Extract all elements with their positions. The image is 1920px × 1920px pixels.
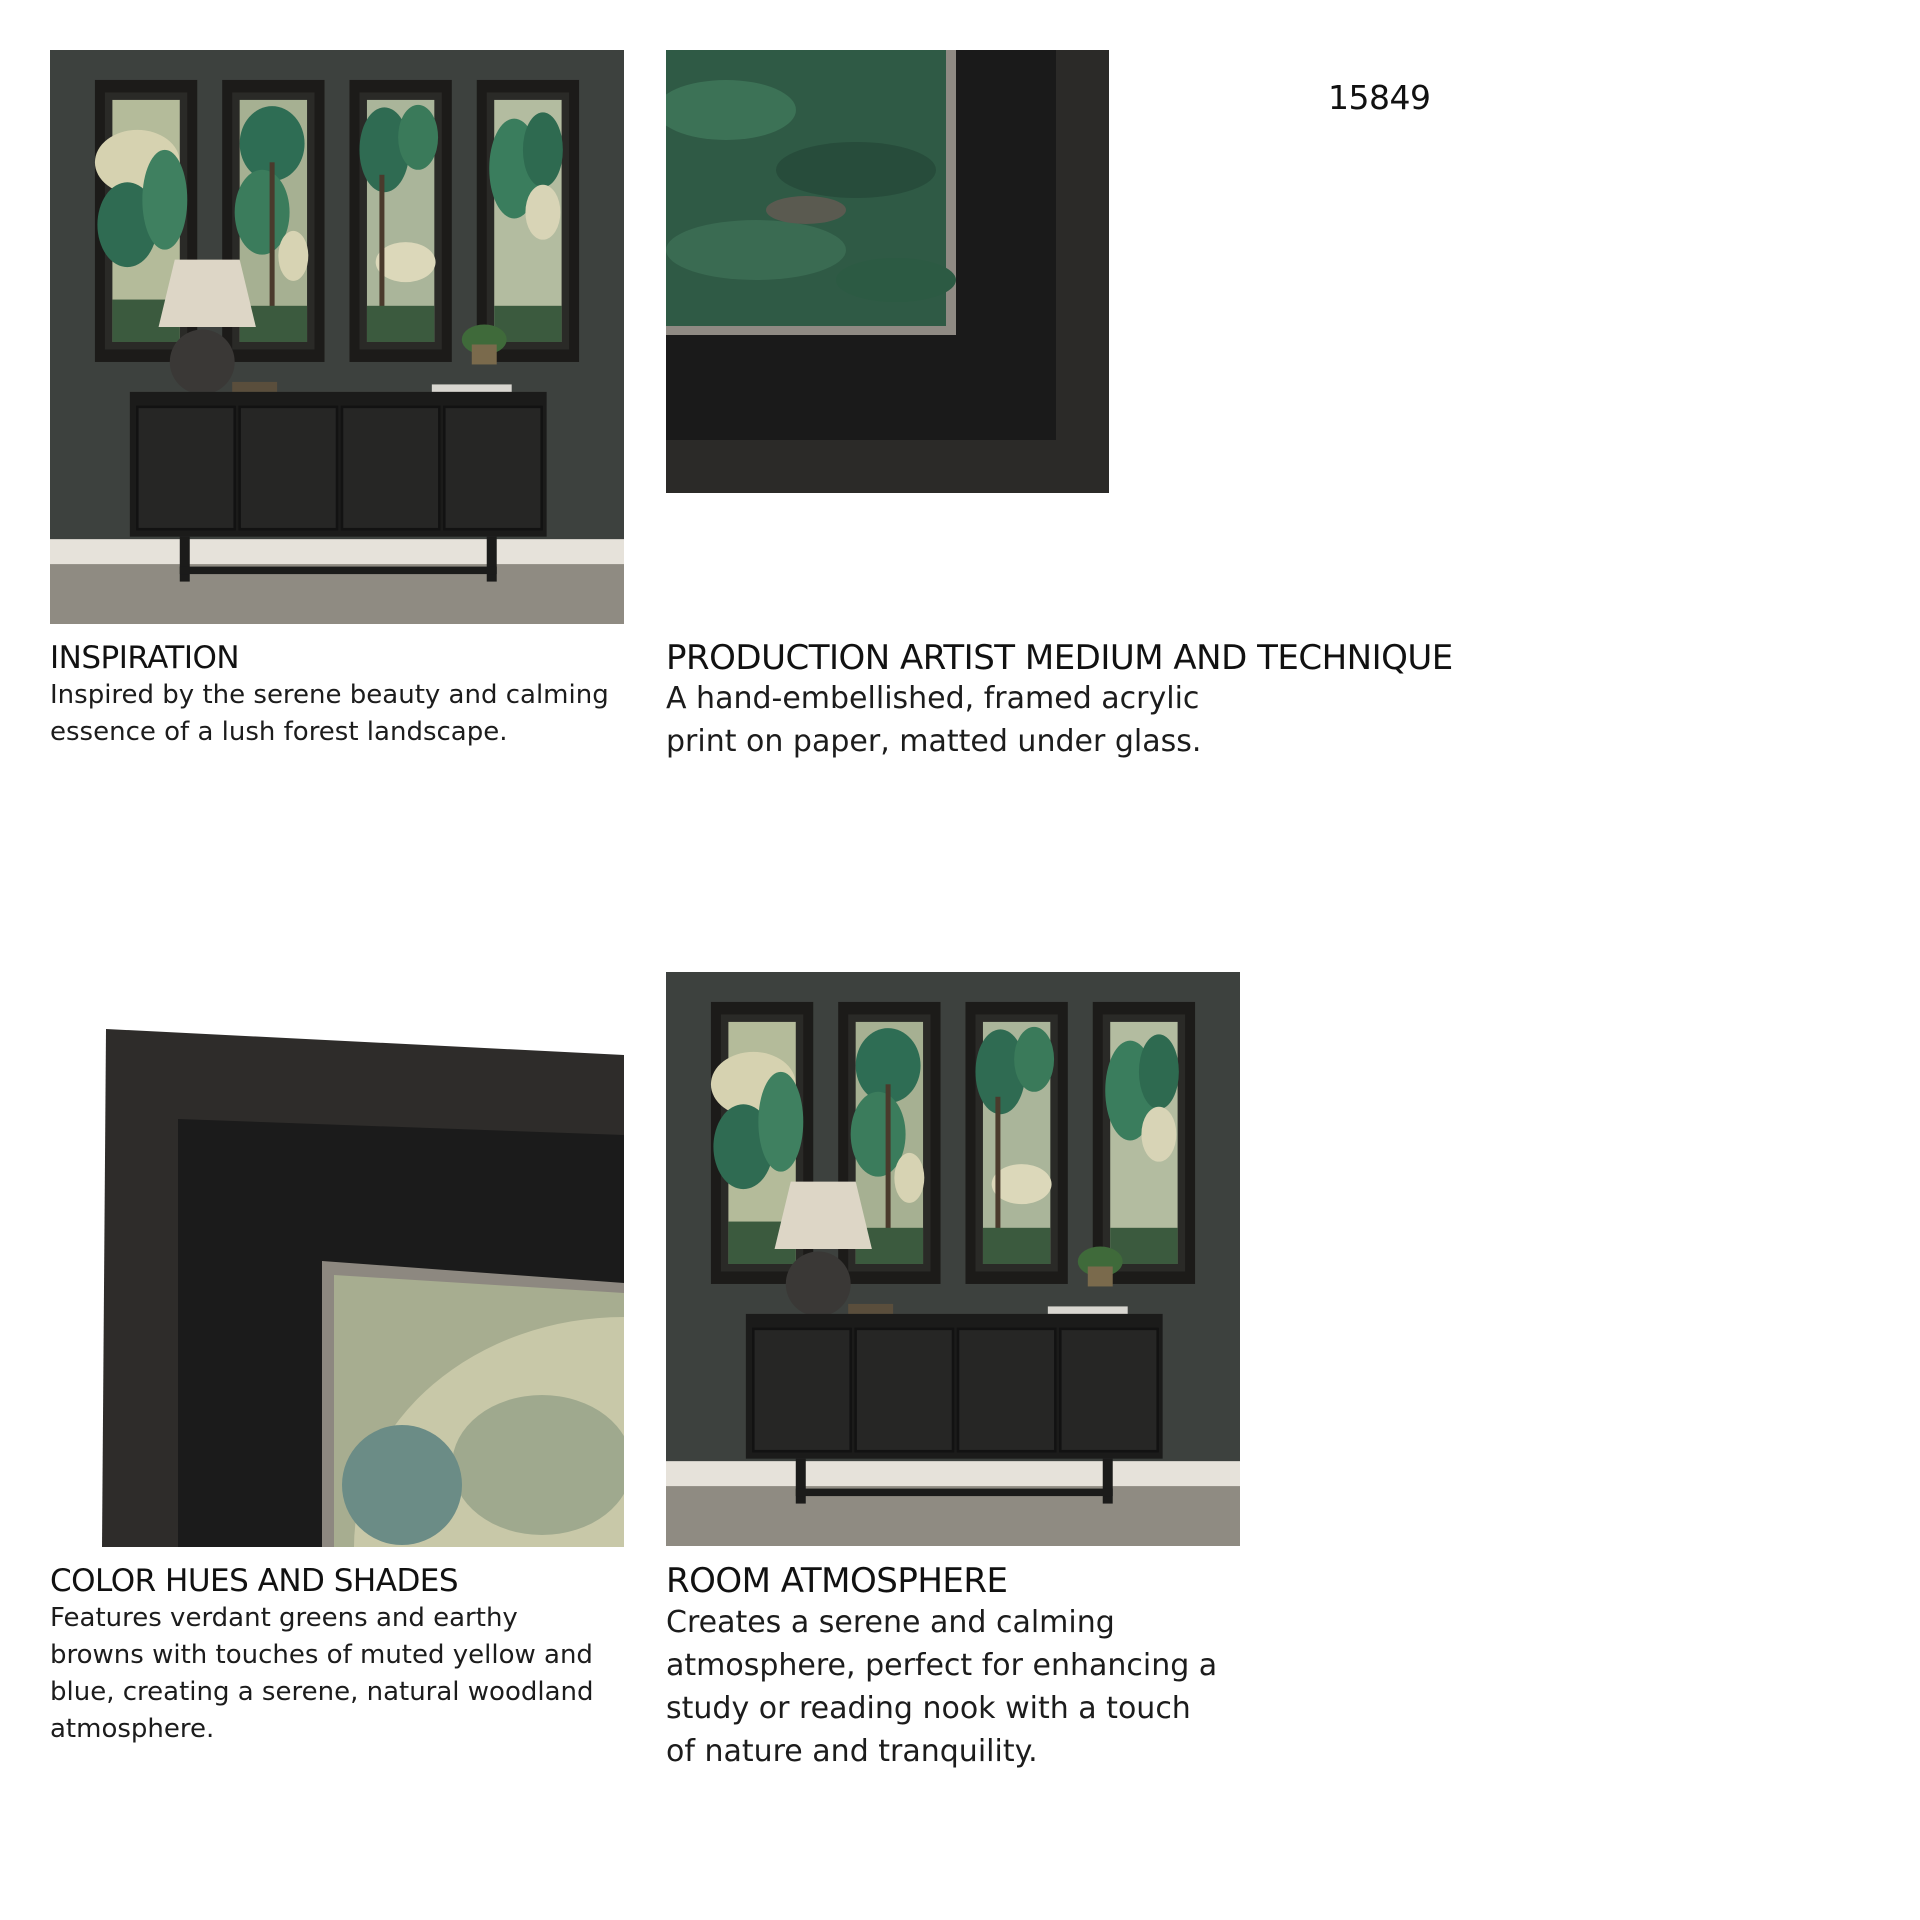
production-text-line-2: print on paper, matted under glass. bbox=[666, 724, 1202, 759]
room-scene-image-bottom bbox=[666, 972, 1240, 1546]
inspiration-heading: INSPIRATION bbox=[50, 640, 240, 676]
production-text bbox=[666, 677, 1226, 763]
room-heading: ROOM ATMOSPHERE bbox=[666, 1561, 1008, 1601]
room-scene-image-top bbox=[50, 50, 624, 624]
frame-corner-image-bottom bbox=[102, 1025, 624, 1547]
production-heading: PRODUCTION ARTIST MEDIUM AND TECHNIQUE bbox=[666, 638, 1453, 678]
inspiration-text: Inspired by the serene beauty and calming essence of a lush forest landscape. bbox=[50, 680, 609, 747]
frame-corner-image-top bbox=[666, 50, 1109, 493]
color-text: Features verdant greens and earthy browns with touches of muted yellow and blue, creating a serene, natural woodland atmosphere. bbox=[50, 1603, 594, 1744]
room-text: Creates a serene and calming atmosphere, perfect for enhancing a study or reading nook with a touch of nature and tranquility. bbox=[666, 1605, 1218, 1769]
color-heading: COLOR HUES AND SHADES bbox=[50, 1563, 459, 1599]
product-sku: 15849 bbox=[1328, 78, 1431, 117]
production-text-line-1: A hand-embellished, framed acrylic bbox=[666, 681, 1200, 716]
